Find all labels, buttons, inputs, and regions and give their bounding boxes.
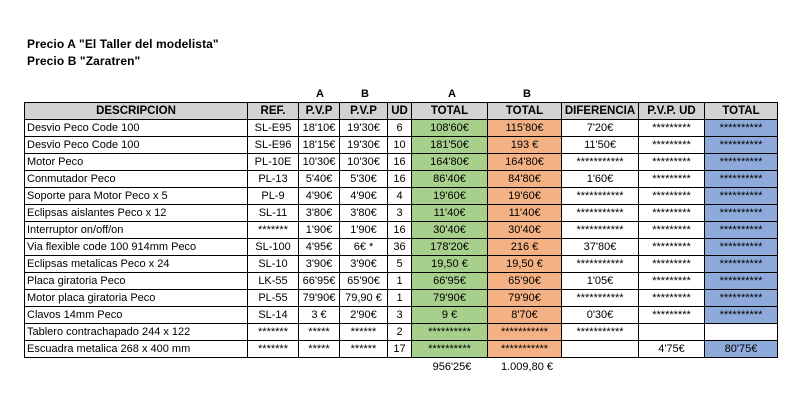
cell-total-a: 181'50€ — [412, 137, 488, 154]
cell-ud: 4 — [388, 188, 412, 205]
cell-ref: SL-E95 — [248, 120, 299, 137]
col-header-total-b: TOTAL — [488, 103, 562, 120]
cell-pvp-b: 3'80€ — [340, 205, 388, 222]
cell-ref: SL-10 — [248, 256, 299, 273]
table-row — [25, 256, 778, 273]
cell-pvp-a: 10'30€ — [299, 154, 340, 171]
cell-diferencia — [562, 341, 639, 358]
cell-diferencia: *********** — [562, 188, 639, 205]
cell-total-b: 65'90€ — [488, 273, 562, 290]
cell-diferencia: *********** — [562, 256, 639, 273]
cell-diferencia: 0'30€ — [562, 307, 639, 324]
cell-total: ********** — [705, 273, 778, 290]
cell-pvp-ud: ********* — [639, 256, 705, 273]
cell-pvp-a: ***** — [299, 324, 340, 341]
cell-total-b: 115'80€ — [488, 120, 562, 137]
cell-total: ********** — [705, 154, 778, 171]
cell-total-b: 79'90€ — [488, 290, 562, 307]
cell-descripcion: Placa giratoria Peco — [25, 273, 248, 290]
cell-total-b: 193 € — [488, 137, 562, 154]
cell-total-a: 164'80€ — [412, 154, 488, 171]
cell-total-b: 8'70€ — [488, 307, 562, 324]
cell-total-b: 30'40€ — [488, 222, 562, 239]
cell-ud: 3 — [388, 307, 412, 324]
cell-ud: 6 — [388, 120, 412, 137]
table-row — [25, 341, 778, 358]
footer-total-a: 956'25€ — [432, 361, 472, 373]
cell-total-b: 19'60€ — [488, 188, 562, 205]
cell-pvp-b: 1'90€ — [340, 222, 388, 239]
col-header-pvp-b: P.V.P — [340, 103, 388, 120]
cell-ref: PL-9 — [248, 188, 299, 205]
cell-descripcion: Desvio Peco Code 100 — [25, 137, 248, 154]
table-row — [25, 137, 778, 154]
cell-total: ********** — [705, 222, 778, 239]
cell-pvp-a: ***** — [299, 341, 340, 358]
cell-total-a: 66'95€ — [412, 273, 488, 290]
cell-ud: 16 — [388, 154, 412, 171]
col-header-ref: REF. — [248, 103, 299, 120]
cell-total-a: 9 € — [412, 307, 488, 324]
cell-pvp-b: 19'30€ — [340, 137, 388, 154]
col-header-ud: UD — [388, 103, 412, 120]
column-letter-pvp-b: B — [361, 88, 369, 100]
cell-pvp-b: 79,90 € — [340, 290, 388, 307]
cell-total: ********** — [705, 205, 778, 222]
cell-ud: 17 — [388, 341, 412, 358]
cell-ud: 3 — [388, 205, 412, 222]
cell-total: ********** — [705, 307, 778, 324]
col-header-pvp-ud: P.V.P. UD — [639, 103, 705, 120]
cell-pvp-b: ****** — [340, 324, 388, 341]
cell-pvp-ud: ********* — [639, 222, 705, 239]
cell-total: ********** — [705, 120, 778, 137]
cell-total-b: 84'80€ — [488, 171, 562, 188]
table-row — [25, 324, 778, 341]
table-row — [25, 154, 778, 171]
cell-pvp-ud: ********* — [639, 120, 705, 137]
cell-pvp-a: 79'90€ — [299, 290, 340, 307]
cell-descripcion: Motor placa giratoria Peco — [25, 290, 248, 307]
cell-descripcion: Clavos 14mm Peco — [25, 307, 248, 324]
cell-diferencia: 1'05€ — [562, 273, 639, 290]
table-row — [25, 222, 778, 239]
cell-ref: SL-E96 — [248, 137, 299, 154]
cell-total-a: 11'40€ — [412, 205, 488, 222]
table-row — [25, 239, 778, 256]
cell-pvp-b: 3'90€ — [340, 256, 388, 273]
cell-ref: LK-55 — [248, 273, 299, 290]
cell-total-a: ********** — [412, 324, 488, 341]
cell-ud: 1 — [388, 290, 412, 307]
cell-descripcion: Motor Peco — [25, 154, 248, 171]
price-comparison-table — [24, 102, 778, 358]
cell-pvp-a: 18'10€ — [299, 120, 340, 137]
cell-ref: SL-14 — [248, 307, 299, 324]
cell-descripcion: Desvio Peco Code 100 — [25, 120, 248, 137]
cell-pvp-b: 10'30€ — [340, 154, 388, 171]
cell-pvp-b: 65'90€ — [340, 273, 388, 290]
column-letter-total-a: A — [448, 88, 456, 100]
table-row — [25, 171, 778, 188]
col-header-diferencia: DIFERENCIA — [562, 103, 639, 120]
cell-pvp-b: 6€ * — [340, 239, 388, 256]
cell-total — [705, 324, 778, 341]
cell-pvp-ud: ********* — [639, 188, 705, 205]
table-row — [25, 307, 778, 324]
cell-total: ********** — [705, 188, 778, 205]
cell-descripcion: Eclipsas aislantes Peco x 12 — [25, 205, 248, 222]
cell-total-b: 164'80€ — [488, 154, 562, 171]
cell-pvp-ud: ********* — [639, 239, 705, 256]
col-header-pvp-a: P.V.P — [299, 103, 340, 120]
cell-pvp-ud: ********* — [639, 171, 705, 188]
cell-ud: 36 — [388, 239, 412, 256]
cell-total: ********** — [705, 137, 778, 154]
cell-pvp-b: 2'90€ — [340, 307, 388, 324]
cell-pvp-a: 66'95€ — [299, 273, 340, 290]
cell-diferencia: *********** — [562, 154, 639, 171]
price-b-label: Precio B "Zaratren" — [27, 54, 141, 68]
column-letter-pvp-a: A — [316, 88, 324, 100]
cell-pvp-b: ****** — [340, 341, 388, 358]
table-row — [25, 188, 778, 205]
cell-total-a: 19,50 € — [412, 256, 488, 273]
cell-pvp-ud: ********* — [639, 154, 705, 171]
table-header-row — [25, 103, 778, 120]
column-letter-total-b: B — [523, 88, 531, 100]
cell-ref: SL-11 — [248, 205, 299, 222]
col-header-descripcion: DESCRIPCION — [25, 103, 248, 120]
cell-ref: ******* — [248, 222, 299, 239]
cell-total-b: 216 € — [488, 239, 562, 256]
cell-total-a: 108'60€ — [412, 120, 488, 137]
table-row — [25, 273, 778, 290]
cell-pvp-ud: ********* — [639, 205, 705, 222]
cell-diferencia: 37'80€ — [562, 239, 639, 256]
cell-pvp-a: 3'80€ — [299, 205, 340, 222]
cell-ud: 16 — [388, 222, 412, 239]
cell-pvp-ud — [639, 324, 705, 341]
cell-descripcion: Interruptor on/off/on — [25, 222, 248, 239]
cell-pvp-ud: 4'75€ — [639, 341, 705, 358]
cell-descripcion: Escuadra metalica 268 x 400 mm — [25, 341, 248, 358]
cell-diferencia: *********** — [562, 324, 639, 341]
cell-diferencia: *********** — [562, 222, 639, 239]
cell-total: 80'75€ — [705, 341, 778, 358]
cell-pvp-a: 18'15€ — [299, 137, 340, 154]
cell-total-a: 178'20€ — [412, 239, 488, 256]
cell-diferencia: 1'60€ — [562, 171, 639, 188]
cell-ud: 1 — [388, 273, 412, 290]
cell-diferencia: *********** — [562, 205, 639, 222]
cell-ref: ******* — [248, 341, 299, 358]
cell-total-a: 86'40€ — [412, 171, 488, 188]
cell-pvp-b: 5'30€ — [340, 171, 388, 188]
cell-ref: ******* — [248, 324, 299, 341]
cell-ud: 16 — [388, 171, 412, 188]
cell-pvp-a: 5'40€ — [299, 171, 340, 188]
cell-pvp-a: 3 € — [299, 307, 340, 324]
cell-total-a: ********** — [412, 341, 488, 358]
cell-total: ********** — [705, 290, 778, 307]
cell-pvp-a: 4'95€ — [299, 239, 340, 256]
cell-pvp-b: 19'30€ — [340, 120, 388, 137]
cell-total: ********** — [705, 256, 778, 273]
cell-total-b: 19,50 € — [488, 256, 562, 273]
cell-pvp-a: 3'90€ — [299, 256, 340, 273]
cell-pvp-a: 1'90€ — [299, 222, 340, 239]
cell-total: ********** — [705, 239, 778, 256]
cell-total-b: *********** — [488, 341, 562, 358]
cell-total-a: 30'40€ — [412, 222, 488, 239]
cell-total-a: 19'60€ — [412, 188, 488, 205]
cell-ref: PL-13 — [248, 171, 299, 188]
cell-descripcion: Soporte para Motor Peco x 5 — [25, 188, 248, 205]
cell-total-a: 79'90€ — [412, 290, 488, 307]
cell-total: ********** — [705, 171, 778, 188]
cell-ud: 10 — [388, 137, 412, 154]
cell-pvp-a: 4'90€ — [299, 188, 340, 205]
col-header-total-a: TOTAL — [412, 103, 488, 120]
cell-ud: 5 — [388, 256, 412, 273]
cell-descripcion: Tablero contrachapado 244 x 122 — [25, 324, 248, 341]
cell-pvp-ud: ********* — [639, 290, 705, 307]
cell-pvp-ud: ********* — [639, 307, 705, 324]
cell-ref: SL-100 — [248, 239, 299, 256]
cell-ref: PL-55 — [248, 290, 299, 307]
cell-descripcion: Conmutador Peco — [25, 171, 248, 188]
col-header-total: TOTAL — [705, 103, 778, 120]
cell-ud: 2 — [388, 324, 412, 341]
table-row — [25, 120, 778, 137]
cell-pvp-b: 4'90€ — [340, 188, 388, 205]
table-row — [25, 205, 778, 222]
cell-total-b: 11'40€ — [488, 205, 562, 222]
cell-pvp-ud: ********* — [639, 273, 705, 290]
cell-diferencia: 11'50€ — [562, 137, 639, 154]
cell-ref: PL-10E — [248, 154, 299, 171]
table-row — [25, 290, 778, 307]
cell-total-b: *********** — [488, 324, 562, 341]
cell-diferencia: 7'20€ — [562, 120, 639, 137]
cell-descripcion: Via flexible code 100 914mm Peco — [25, 239, 248, 256]
footer-total-b: 1.009,80 € — [501, 361, 553, 373]
cell-descripcion: Eclipsas metalicas Peco x 24 — [25, 256, 248, 273]
cell-pvp-ud: ********* — [639, 137, 705, 154]
price-a-label: Precio A "El Taller del modelista" — [27, 37, 219, 51]
cell-diferencia: *********** — [562, 290, 639, 307]
